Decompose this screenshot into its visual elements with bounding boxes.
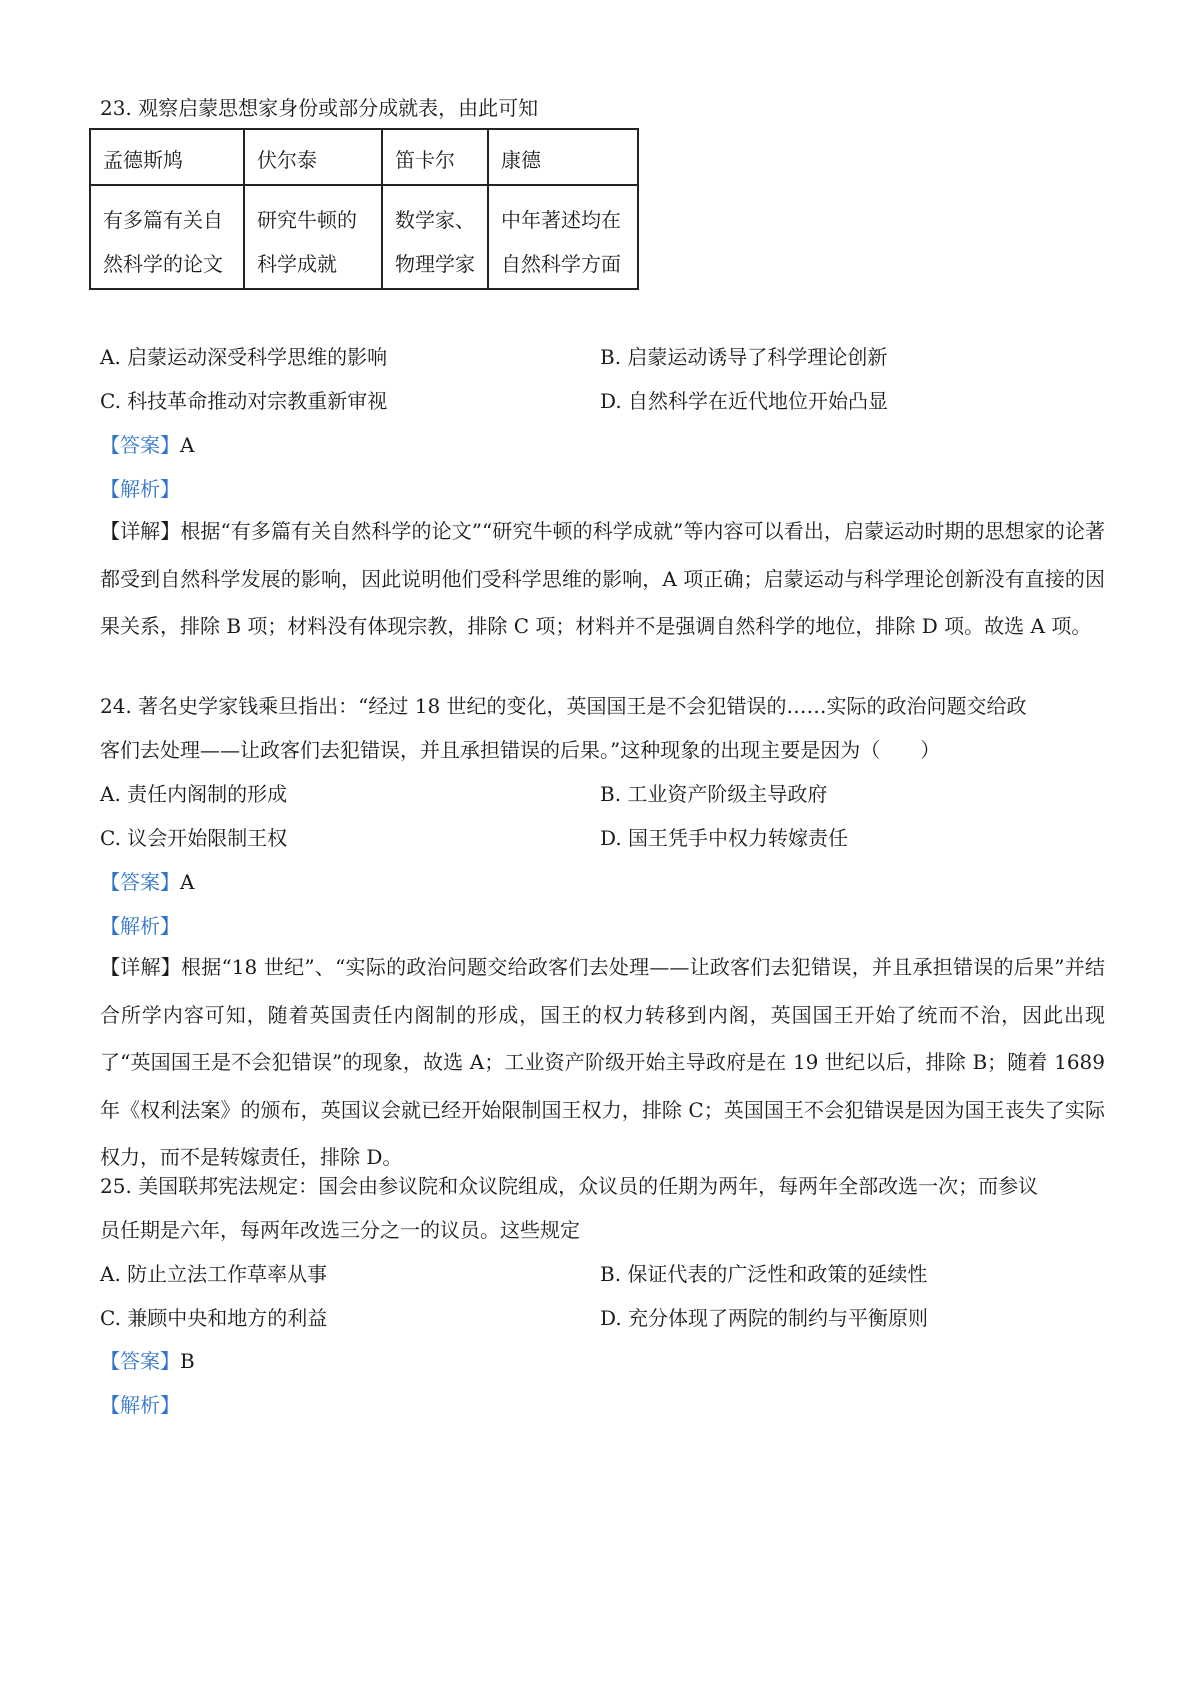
answer-value: B: [180, 1349, 195, 1373]
cell-line: 物理学家: [395, 252, 475, 276]
cell-line: 中年著述均在: [501, 208, 621, 232]
q25-stem-line2: 员任期是六年，每两年改选三分之一的议员。这些规定: [100, 1218, 580, 1242]
analysis-label: 【解析】: [100, 477, 180, 501]
q23-option-b: B. 启蒙运动诱导了科学理论创新: [600, 345, 888, 369]
q24-stem-line1: 24. 著名史学家钱乘旦指出：“经过 18 世纪的变化，英国国王是不会犯错误的……实际的政治问题交给政: [100, 694, 1027, 718]
cell-line: 数学家、: [395, 208, 475, 232]
table-cell: [244, 185, 382, 289]
detail-text: 根据“有多篇有关自然科学的论文”“研究牛顿的科学成就”等内容可以看出，启蒙运动时期的思想家的论著都受到自然科学发展的影响，因此说明他们受科学思维的影响，A 项正确；启蒙运动与科学理论创新没有直接的因果关系，排除 B 项；材料没有体现宗教，排除 C 项；材料并不是强调自然科学的地位，排除 D 项。故选 A 项。: [100, 519, 1105, 638]
q24-analysis: [100, 913, 180, 939]
answer-label: 【答案】: [100, 870, 180, 894]
cell-line: 然科学的论文: [103, 252, 223, 276]
table-header-cell: 孟德斯鸠: [90, 129, 244, 185]
q25-answer: [100, 1348, 195, 1374]
cell-line: 科学成就: [257, 252, 337, 276]
q24-answer: [100, 869, 194, 895]
q23-analysis: [100, 476, 180, 502]
q23-option-c: C. 科技革命推动对宗教重新审视: [100, 389, 388, 413]
q23-stem: 23. 观察启蒙思想家身份或部分成就表，由此可知: [100, 96, 539, 120]
analysis-label: 【解析】: [100, 914, 180, 938]
detail-label: 【详解】: [100, 955, 182, 979]
q23-option-a: A. 启蒙运动深受科学思维的影响: [100, 345, 388, 369]
cell-line: 自然科学方面: [501, 252, 621, 276]
q24-stem-line2: 客们去处理——让政客们去犯错误，并且承担错误的后果。”这种现象的出现主要是因为（ ）: [100, 738, 941, 762]
q24-option-b: B. 工业资产阶级主导政府: [600, 782, 828, 806]
cell-line: 有多篇有关自: [103, 208, 223, 232]
analysis-label: 【解析】: [100, 1393, 180, 1417]
table-header-cell: 康德: [488, 129, 638, 185]
table-cell: [382, 185, 488, 289]
q25-analysis: [100, 1392, 180, 1418]
answer-label: 【答案】: [100, 433, 180, 457]
q25-stem-line1: 25. 美国联邦宪法规定：国会由参议院和众议院组成，众议员的任期为两年，每两年全部改选一次；而参议: [100, 1174, 1039, 1198]
table-row: [90, 185, 638, 289]
detail-label: 【详解】: [100, 519, 181, 543]
q23-detail: [100, 508, 1105, 651]
table-header-cell: 笛卡尔: [382, 129, 488, 185]
q24-option-a: A. 责任内阁制的形成: [100, 782, 288, 806]
q25-option-c: C. 兼顾中央和地方的利益: [100, 1306, 328, 1330]
q25-option-a: A. 防止立法工作草率从事: [100, 1262, 328, 1286]
q24-option-d: D. 国王凭手中权力转嫁责任: [600, 826, 849, 850]
cell-line: 研究牛顿的: [257, 208, 357, 232]
q23-answer: [100, 432, 194, 458]
detail-text: 根据“18 世纪”、“实际的政治问题交给政客们去处理——让政客们去犯错误，并且承担错误的后果”并结合所学内容可知，随着英国责任内阁制的形成，国王的权力转移到内阁，英国国王开始了统而不治，因此出现了“英国国王是不会犯错误”的现象，故选 A；工业资产阶级开始主导政府是在 19 世纪以后，排除 B；随着 1689 年《权利法案》的颁布，英国议会就已经开始限制国王权力，排除 C；英国国王不会犯错误是因为国王丧失了实际权力，而不是转嫁责任，排除 D。: [100, 955, 1105, 1169]
q24-option-c: C. 议会开始限制王权: [100, 826, 288, 850]
table-cell: [488, 185, 638, 289]
answer-value: A: [180, 433, 195, 457]
q23-option-d: D. 自然科学在近代地位开始凸显: [600, 389, 889, 413]
answer-value: A: [180, 870, 195, 894]
table-cell: [90, 185, 244, 289]
answer-label: 【答案】: [100, 1349, 180, 1373]
table-header-cell: 伏尔泰: [244, 129, 382, 185]
q24-detail: [100, 944, 1105, 1182]
q25-option-d: D. 充分体现了两院的制约与平衡原则: [600, 1306, 929, 1330]
table-row: [90, 129, 638, 185]
q23-table: [89, 128, 639, 290]
q25-option-b: B. 保证代表的广泛性和政策的延续性: [600, 1262, 928, 1286]
